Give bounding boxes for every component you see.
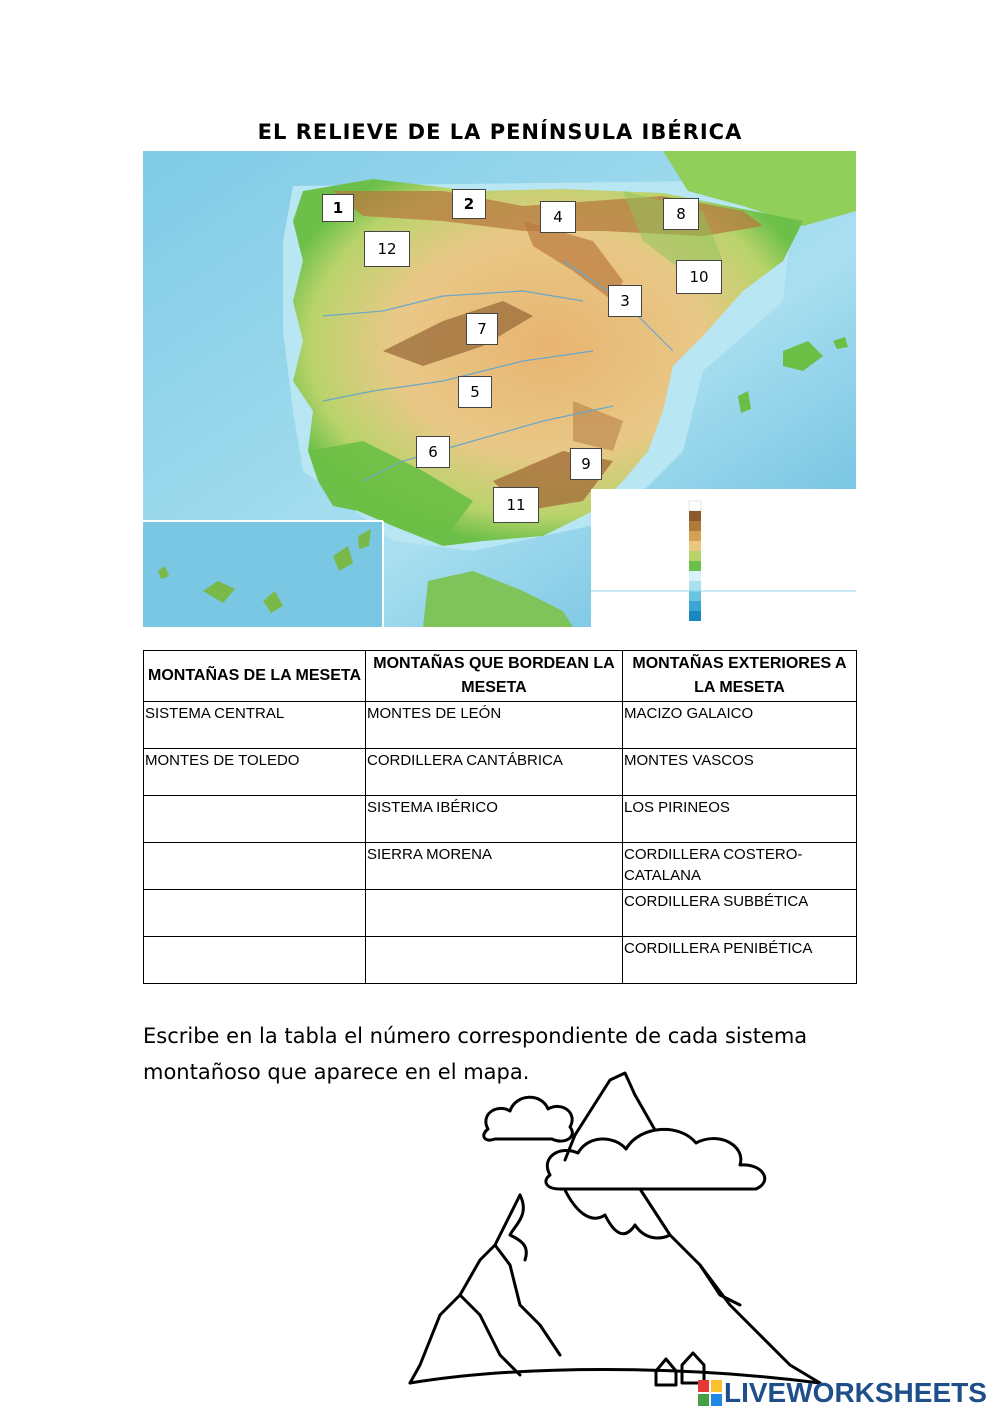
table-cell[interactable] <box>144 937 366 984</box>
table-cell[interactable]: CORDILLERA SUBBÉTICA <box>623 890 857 937</box>
mountain-illustration <box>400 1065 830 1395</box>
map-label-10: 10 <box>676 260 722 294</box>
mountains-table <box>143 650 857 984</box>
table-cell[interactable]: CORDILLERA CANTÁBRICA <box>366 749 623 796</box>
map-label-2: 2 <box>452 189 486 219</box>
table-row <box>144 937 857 984</box>
map-label-1: 1 <box>322 194 354 222</box>
map-label-5: 5 <box>458 376 492 408</box>
map-label-12: 12 <box>364 231 410 267</box>
relief-map <box>143 151 856 627</box>
table-cell[interactable]: SIERRA MORENA <box>366 843 623 890</box>
map-label-8: 8 <box>663 198 699 230</box>
table-cell[interactable] <box>144 890 366 937</box>
page-title: EL RELIEVE DE LA PENÍNSULA IBÉRICA <box>257 120 743 144</box>
table-cell[interactable]: SISTEMA IBÉRICO <box>366 796 623 843</box>
table-cell[interactable]: SISTEMA CENTRAL <box>144 702 366 749</box>
table-cell[interactable] <box>144 843 366 890</box>
table-cell[interactable] <box>366 890 623 937</box>
map-label-6: 6 <box>416 436 450 468</box>
table-cell[interactable]: MONTES DE LEÓN <box>366 702 623 749</box>
table-cell[interactable]: CORDILLERA PENIBÉTICA <box>623 937 857 984</box>
instructions-text: Escribe en la tabla el número correspondiente de cada sistema montañoso que aparece en el mapa. <box>143 1024 808 1084</box>
logo-icon <box>698 1378 724 1408</box>
table-row <box>144 843 857 890</box>
map-label-11: 11 <box>493 487 539 523</box>
column-header: MONTAÑAS QUE BORDEAN LA MESETA <box>366 651 623 702</box>
table-cell[interactable] <box>366 937 623 984</box>
map-label-9: 9 <box>570 448 602 480</box>
table-row <box>144 749 857 796</box>
table-cell[interactable]: LOS PIRINEOS <box>623 796 857 843</box>
table-row <box>144 702 857 749</box>
table-cell[interactable]: MONTES VASCOS <box>623 749 857 796</box>
table-header-row <box>144 651 857 702</box>
table-row <box>144 890 857 937</box>
table-cell[interactable] <box>144 796 366 843</box>
logo-text: LIVEWORKSHEETS <box>724 1377 987 1408</box>
map-label-3: 3 <box>608 285 642 317</box>
table-row <box>144 796 857 843</box>
table-cell[interactable]: CORDILLERA COSTERO-CATALANA <box>623 843 857 890</box>
column-header: MONTAÑAS DE LA MESETA <box>144 651 366 702</box>
column-header: MONTAÑAS EXTERIORES A LA MESETA <box>623 651 857 702</box>
map-image <box>143 151 856 627</box>
map-label-4: 4 <box>540 201 576 233</box>
table-cell[interactable]: MONTES DE TOLEDO <box>144 749 366 796</box>
liveworksheets-logo <box>698 1375 987 1411</box>
map-label-7: 7 <box>466 313 498 345</box>
table-cell[interactable]: MACIZO GALAICO <box>623 702 857 749</box>
